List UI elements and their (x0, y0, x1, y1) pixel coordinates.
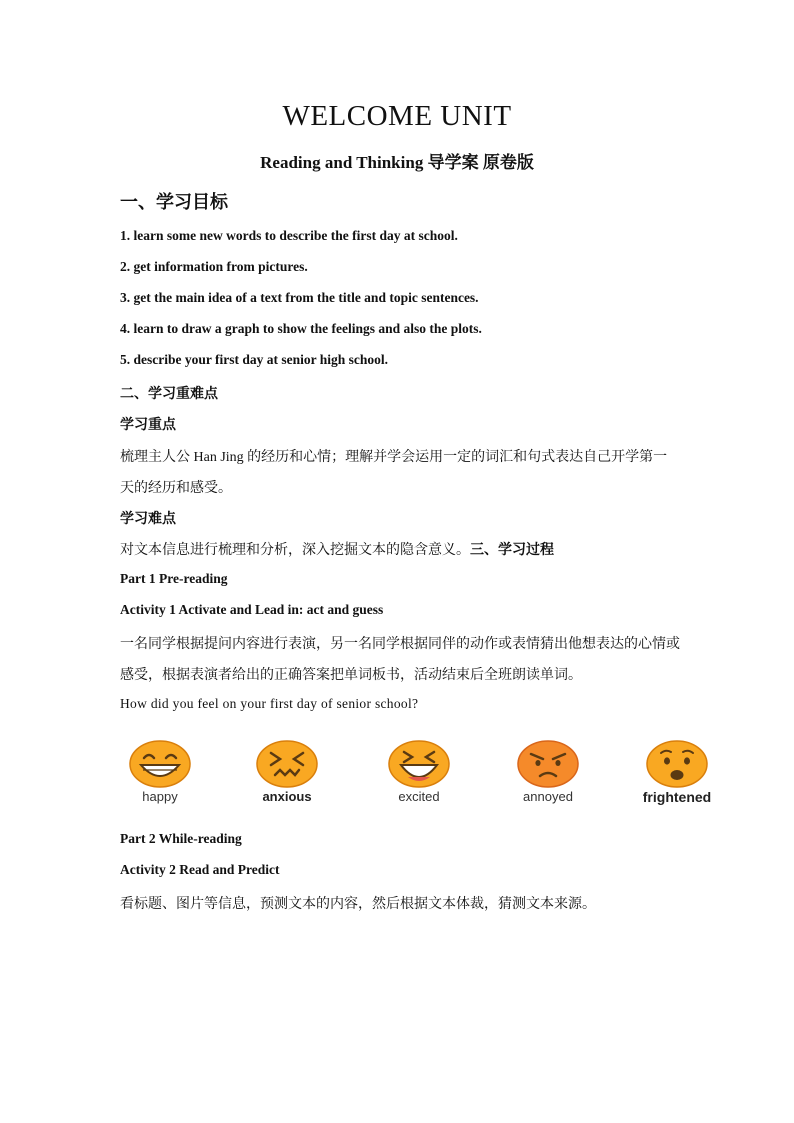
activity2-heading: Activity 2 Read and Predict (120, 862, 280, 877)
document-title: WELCOME UNIT (282, 100, 512, 132)
emoji-anxious (237, 735, 337, 815)
objective-item-1: 1. learn some new words to describe the first day at school. (120, 228, 458, 243)
key-points-line-1: 梳理主人公 Han Jing 的经历和心情；理解并学会运用一定的词汇和句式表达自己开学第一 (120, 450, 668, 465)
activity2-desc-line: 看标题、图片等信息，预测文本的内容，然后根据文本体裁，猜测文本来源。 (120, 897, 596, 912)
objective-item-2: 2. get information from pictures. (120, 259, 308, 274)
part2-heading: Part 2 While-reading (120, 831, 242, 846)
part1-heading: Part 1 Pre-reading (120, 571, 228, 586)
emoji-label-excited: excited (398, 789, 440, 804)
difficulty-line (120, 539, 690, 559)
section3-heading: 三、学习过程 (470, 543, 554, 558)
document-subtitle: Reading and Thinking 导学案 原卷版 (260, 153, 534, 172)
emoji-label-annoyed: annoyed (523, 789, 573, 804)
key-points-heading: 学习重点 (120, 418, 176, 433)
laughing-face-icon (388, 739, 450, 789)
key-points-line-2: 天的经历和感受。 (120, 481, 232, 496)
emotion-emoji-row (120, 735, 720, 815)
objective-item-4: 4. learn to draw a graph to show the feelings and also the plots. (120, 321, 482, 336)
activity1-heading: Activity 1 Activate and Lead in: act and guess (120, 602, 384, 617)
section1-heading: 一、学习目标 (120, 192, 228, 212)
activity1-question: How did you feel on your first day of senior school? (120, 696, 419, 711)
objective-item-3: 3. get the main idea of a text from the title and topic sentences. (120, 290, 479, 305)
grinning-face-icon (129, 739, 191, 789)
section2-heading: 二、学习重难点 (120, 387, 218, 402)
emoji-excited (369, 735, 469, 815)
activity1-desc-line-1: 一名同学根据提问内容进行表演，另一名同学根据同伴的动作或表情猜出他想表达的心情或 (120, 637, 680, 652)
emoji-annoyed (498, 735, 598, 815)
emoji-label-anxious: anxious (262, 789, 312, 804)
difficulty-text: 对文本信息进行梳理和分析，深入挖掘文本的隐含意义。 (120, 543, 470, 558)
emoji-label-frightened: frightened (642, 789, 712, 805)
emoji-happy (110, 735, 210, 815)
difficulty-heading: 学习难点 (120, 512, 176, 527)
activity1-desc-line-2: 感受，根据表演者给出的正确答案把单词板书，活动结束后全班朗读单词。 (120, 668, 582, 683)
angry-face-icon (517, 739, 579, 789)
anxious-face-icon (646, 739, 708, 789)
emoji-label-happy: happy (142, 789, 178, 804)
confounded-face-icon (256, 739, 318, 789)
emoji-frightened (627, 735, 727, 815)
objective-item-5: 5. describe your first day at senior high school. (120, 352, 389, 367)
